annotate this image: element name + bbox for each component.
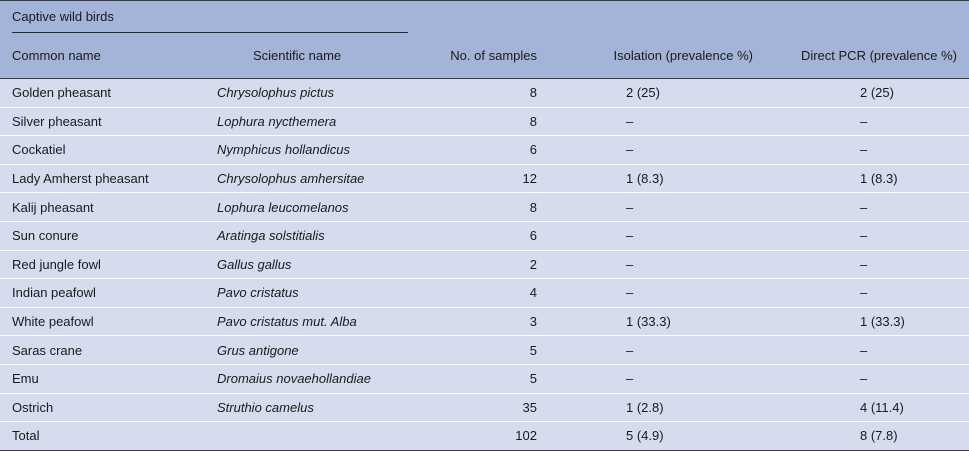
cell-scientific-name xyxy=(205,422,410,451)
group-header-empty xyxy=(410,1,545,34)
table-row xyxy=(0,307,969,336)
table-row xyxy=(0,336,969,365)
cell-scientific-name: Struthio camelus xyxy=(205,393,410,422)
cell-scientific-name: Dromaius novaehollandiae xyxy=(205,364,410,393)
cell-samples: 4 xyxy=(410,279,545,308)
cell-direct-pcr: – xyxy=(765,221,969,250)
cell-isolation: – xyxy=(545,107,765,136)
cell-scientific-name: Pavo cristatus xyxy=(205,279,410,308)
column-header-row xyxy=(0,33,969,79)
cell-direct-pcr: – xyxy=(765,336,969,365)
table-row xyxy=(0,164,969,193)
cell-samples: 102 xyxy=(410,422,545,451)
cell-isolation: – xyxy=(545,193,765,222)
cell-common-name: Cockatiel xyxy=(0,136,205,165)
group-header-empty xyxy=(765,1,969,34)
column-header-scientific-name: Scientific name xyxy=(205,33,410,79)
table-row xyxy=(0,79,969,108)
cell-samples: 5 xyxy=(410,336,545,365)
column-header-direct-pcr: Direct PCR (prevalence %) xyxy=(765,33,969,79)
cell-samples: 8 xyxy=(410,107,545,136)
cell-isolation: – xyxy=(545,336,765,365)
column-header-samples: No. of samples xyxy=(410,33,545,79)
table-row-total xyxy=(0,422,969,451)
cell-isolation: 5 (4.9) xyxy=(545,422,765,451)
table-row xyxy=(0,364,969,393)
cell-common-name: Sun conure xyxy=(0,221,205,250)
column-header-common-name: Common name xyxy=(0,33,205,79)
cell-common-name: Indian peafowl xyxy=(0,279,205,308)
cell-isolation: – xyxy=(545,221,765,250)
cell-direct-pcr: – xyxy=(765,136,969,165)
cell-isolation: – xyxy=(545,250,765,279)
cell-direct-pcr: – xyxy=(765,279,969,308)
table-row xyxy=(0,221,969,250)
cell-common-name: Total xyxy=(0,422,205,451)
cell-common-name: Silver pheasant xyxy=(0,107,205,136)
table-row xyxy=(0,250,969,279)
cell-direct-pcr: 8 (7.8) xyxy=(765,422,969,451)
table-row xyxy=(0,107,969,136)
cell-scientific-name: Nymphicus hollandicus xyxy=(205,136,410,165)
cell-common-name: Lady Amherst pheasant xyxy=(0,164,205,193)
table-row xyxy=(0,279,969,308)
cell-common-name: Kalij pheasant xyxy=(0,193,205,222)
cell-scientific-name: Chrysolophus pictus xyxy=(205,79,410,108)
cell-scientific-name: Grus antigone xyxy=(205,336,410,365)
cell-isolation: – xyxy=(545,279,765,308)
table-row xyxy=(0,136,969,165)
cell-scientific-name: Aratinga solstitialis xyxy=(205,221,410,250)
cell-common-name: Saras crane xyxy=(0,336,205,365)
cell-samples: 12 xyxy=(410,164,545,193)
cell-isolation: – xyxy=(545,136,765,165)
cell-scientific-name: Lophura nycthemera xyxy=(205,107,410,136)
group-header-cell xyxy=(0,1,410,34)
cell-isolation: 1 (8.3) xyxy=(545,164,765,193)
cell-direct-pcr: – xyxy=(765,250,969,279)
column-header-isolation: Isolation (prevalence %) xyxy=(545,33,765,79)
cell-common-name: Red jungle fowl xyxy=(0,250,205,279)
cell-samples: 3 xyxy=(410,307,545,336)
cell-direct-pcr: 1 (33.3) xyxy=(765,307,969,336)
cell-samples: 6 xyxy=(410,136,545,165)
group-header-row xyxy=(0,1,969,34)
table-body xyxy=(0,79,969,451)
cell-isolation: 1 (2.8) xyxy=(545,393,765,422)
cell-direct-pcr: – xyxy=(765,193,969,222)
cell-common-name: Golden pheasant xyxy=(0,79,205,108)
table-row xyxy=(0,393,969,422)
group-header-empty xyxy=(545,1,765,34)
cell-scientific-name: Lophura leucomelanos xyxy=(205,193,410,222)
cell-scientific-name: Chrysolophus amhersitae xyxy=(205,164,410,193)
cell-common-name: White peafowl xyxy=(0,307,205,336)
cell-isolation: 1 (33.3) xyxy=(545,307,765,336)
cell-common-name: Ostrich xyxy=(0,393,205,422)
cell-samples: 35 xyxy=(410,393,545,422)
cell-isolation: 2 (25) xyxy=(545,79,765,108)
cell-scientific-name: Gallus gallus xyxy=(205,250,410,279)
cell-samples: 2 xyxy=(410,250,545,279)
cell-samples: 8 xyxy=(410,193,545,222)
table-row xyxy=(0,193,969,222)
cell-isolation: – xyxy=(545,364,765,393)
cell-samples: 5 xyxy=(410,364,545,393)
cell-scientific-name: Pavo cristatus mut. Alba xyxy=(205,307,410,336)
cell-direct-pcr: 2 (25) xyxy=(765,79,969,108)
cell-common-name: Emu xyxy=(0,364,205,393)
cell-direct-pcr: – xyxy=(765,364,969,393)
cell-direct-pcr: 4 (11.4) xyxy=(765,393,969,422)
group-label: Captive wild birds xyxy=(12,1,408,33)
cell-samples: 6 xyxy=(410,221,545,250)
cell-samples: 8 xyxy=(410,79,545,108)
cell-direct-pcr: 1 (8.3) xyxy=(765,164,969,193)
cell-direct-pcr: – xyxy=(765,107,969,136)
